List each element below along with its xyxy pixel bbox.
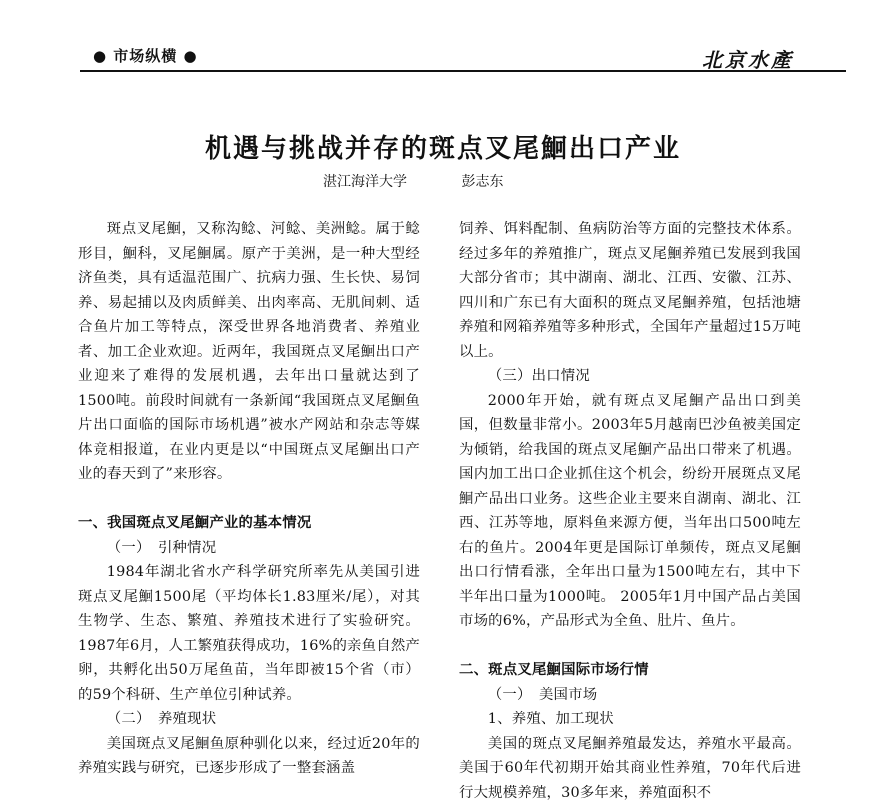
body-paragraph: 美国的斑点叉尾鮰养殖最发达，养殖水平最高。美国于60年代初期开始其商业性养殖，70年代后进行大规模养殖，30多年来，养殖面积不 — [459, 735, 801, 801]
subsection-heading: 1、养殖、加工现状 — [487, 711, 614, 727]
subsection-heading: （三）出口情况 — [487, 368, 590, 384]
left-column — [78, 217, 420, 781]
author-name: 彭志东 — [461, 174, 504, 190]
section-label: ● 市场纵横 ● — [93, 47, 198, 65]
section-heading: 一、我国斑点叉尾鮰产业的基本情况 — [78, 515, 312, 531]
body-paragraph: 美国斑点叉尾鮰鱼原种驯化以来，经过近20年的养殖实践与研究，已逐步形成了一整套涵盖 — [78, 735, 420, 776]
body-paragraph: 饲养、饵料配制、鱼病防治等方面的完整技术体系。经过多年的养殖推广，斑点叉尾鮰养殖已发展到我国大部分省市；其中湖南、湖北、江西、安徽、江苏、四川和广东已有大面积的斑点叉尾鮰养殖，包括池塘养殖和网箱养殖等多种形式，全国年产量超过15万吨以上。 — [459, 221, 801, 360]
intro-paragraph: 斑点叉尾鮰，又称沟鲶、河鲶、美洲鲶。属于鲶形目，鮰科，叉尾鮰属。原产于美洲，是一种大型经济鱼类，具有适温范围广、抗病力强、生长快、易饲养、易起捕以及肉质鲜美、出肉率高、无肌间刺、适合鱼片加工等特点，深受世界各地消费者、养殖业者、加工企业欢迎。近两年，我国斑点叉尾鮰出口产业迎来了难得的发展机遇，去年出口量就达到了1500吨。前段时间就有一条新闻“我国斑点叉尾鮰鱼片出口面临的国际市场机遇”被水产网站和杂志等媒体竞相报道，在业内更是以“中国斑点叉尾鮰出口产业的春天到了”来形容。 — [78, 221, 420, 482]
body-paragraph: 2000年开始，就有斑点叉尾鮰产品出口到美国，但数量非常小。2003年5月越南巴沙鱼被美国定为倾销，给我国的斑点叉尾鮰产品出口带来了机遇。国内加工出口企业抓住这个机会，纷纷开展斑点叉尾鮰产品出口业务。这些企业主要来自湖南、湖北、江西、江苏等地，原料鱼来源方便，当年出口500吨左右的鱼片。2004年更是国际订单频传，斑点叉尾鮰出口行情看涨，全年出口量为1500吨左右，其中下半年出口量为1000吨。 2005年1月中国产品占美国市场的6%，产品形式为全鱼、肚片、鱼片。 — [459, 392, 801, 629]
subsection-heading: （一） 引种情况 — [106, 539, 217, 556]
article-title: 机遇与挑战并存的斑点叉尾鮰出口产业 — [204, 134, 681, 164]
section-heading: 二、斑点叉尾鮰国际市场行情 — [459, 662, 649, 678]
byline — [323, 171, 503, 191]
subsection-heading: （一） 美国市场 — [487, 686, 598, 703]
right-column — [459, 217, 801, 805]
body-paragraph: 1984年湖北省水产科学研究所率先从美国引进斑点叉尾鮰1500尾（平均体长1.83厘米/尾），对其生物学、生态、繁殖、养殖技术进行了实验研究。1987年6月，人工繁殖获得成功，16%的亲鱼自然产卵，共孵化出50万尾鱼苗，当年即被15个省（市）的59个科研、生产单位引种试养。 — [78, 564, 420, 703]
subsection-heading: （二） 养殖现状 — [106, 711, 217, 727]
affiliation: 湛江海洋大学 — [323, 174, 407, 190]
header-divider — [80, 70, 846, 72]
journal-name: 北京水產 — [702, 48, 794, 72]
